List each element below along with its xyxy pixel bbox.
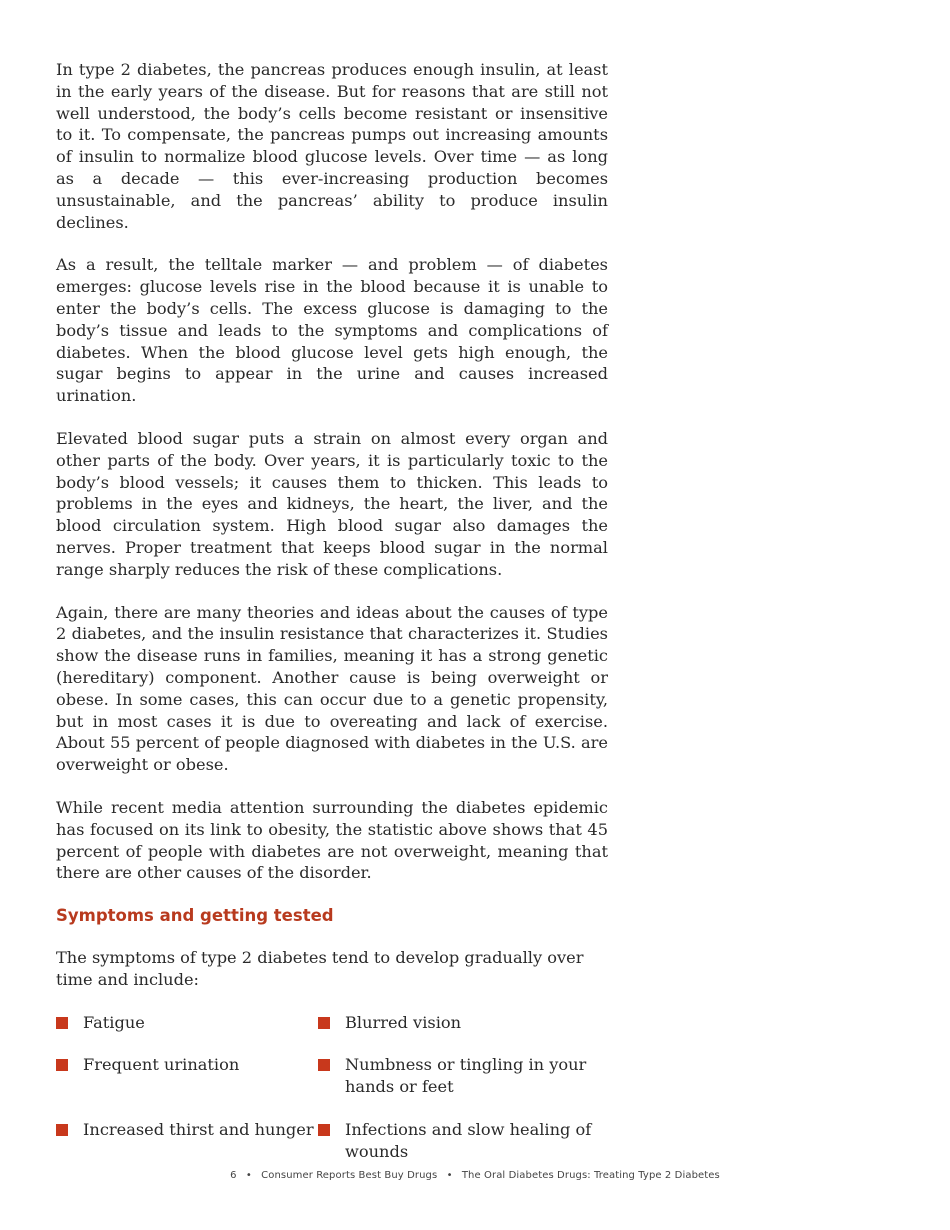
body-paragraph: Again, there are many theories and ideas about the causes of type 2 diabetes, and the insulin resistance that characterizes it. Studies show the disease runs in families, meaning it has a strong genetic (hereditary) component. Another cause is being overweight or obese. In some cases, this can occur due to a genetic propensity, but in most cases it is due to overeating and lack of exercise. About 55 percent of people diagnosed with diabetes in the U.S. are overweight or obese. — [56, 602, 608, 775]
report-title: The Oral Diabetes Drugs: Treating Type 2 Diabetes — [461, 1170, 720, 1181]
section-intro: The symptoms of type 2 diabetes tend to develop gradually over time and include: — [56, 948, 584, 989]
square-bullet-icon — [318, 1059, 330, 1071]
section-heading: Symptoms and getting tested — [56, 906, 334, 926]
symptom-list — [56, 1012, 608, 1163]
body-paragraph: In type 2 diabetes, the pancreas produces enough insulin, at least in the early years of the disease. But for reasons that are still not well understood, the body’s cells become resistant or insensitive to it. To compensate, the pancreas pumps out increasing amounts of insulin to normalize blood glucose levels. Over time — as long as a decade — this ever-increasing production becomes unsustainable, and the pancreas’ ability to produce insulin declines. — [56, 60, 608, 232]
symptom-label: Fatigue — [83, 1012, 145, 1032]
symptom-label: Numbness or tingling in your hands or feet — [345, 1055, 587, 1097]
square-bullet-icon — [318, 1017, 330, 1029]
symptom-item — [56, 1012, 318, 1034]
symptom-label: Increased thirst and hunger — [83, 1120, 314, 1140]
symptom-label: Infections and slow healing of wounds — [345, 1120, 592, 1161]
square-bullet-icon — [56, 1017, 68, 1029]
page-content — [56, 59, 608, 1163]
symptom-label: Frequent urination — [83, 1055, 240, 1075]
symptom-label: Blurred vision — [345, 1012, 462, 1032]
footer-separator: • — [245, 1170, 252, 1181]
body-paragraph: While recent media attention surrounding the diabetes epidemic has focused on its link to obesity, the statistic above shows that 45 percent of people with diabetes are not overweight, meaning that there are other causes of the disorder. — [56, 797, 608, 883]
symptom-item — [56, 1119, 318, 1163]
symptom-item — [56, 1054, 318, 1098]
symptom-item — [318, 1054, 608, 1098]
footer-separator: • — [446, 1170, 453, 1181]
page-number: 6 — [230, 1170, 237, 1181]
square-bullet-icon — [56, 1124, 68, 1136]
symptom-item — [318, 1119, 608, 1163]
body-paragraph: Elevated blood sugar puts a strain on almost every organ and other parts of the body. Over years, it is particularly toxic to the body’s blood vessels; it causes them to thicken. This leads to problems in the eyes and kidneys, the heart, the liver, and the blood circulation system. High blood sugar also damages the nerves. Proper treatment that keeps blood sugar in the normal range sharply reduces the risk of these complications. — [56, 428, 608, 579]
square-bullet-icon — [318, 1124, 330, 1136]
page-footer — [0, 1170, 950, 1181]
square-bullet-icon — [56, 1059, 68, 1071]
publication-name: Consumer Reports Best Buy Drugs — [261, 1170, 438, 1181]
symptom-item — [318, 1012, 608, 1034]
body-paragraph: As a result, the telltale marker — and problem — of diabetes emerges: glucose levels rise in the blood because it is unable to enter the body’s cells. The excess glucose is damaging to the body’s tissue and leads to the symptoms and complications of diabetes. When the blood glucose level gets high enough, the sugar begins to appear in the urine and causes increased urination. — [56, 255, 608, 406]
